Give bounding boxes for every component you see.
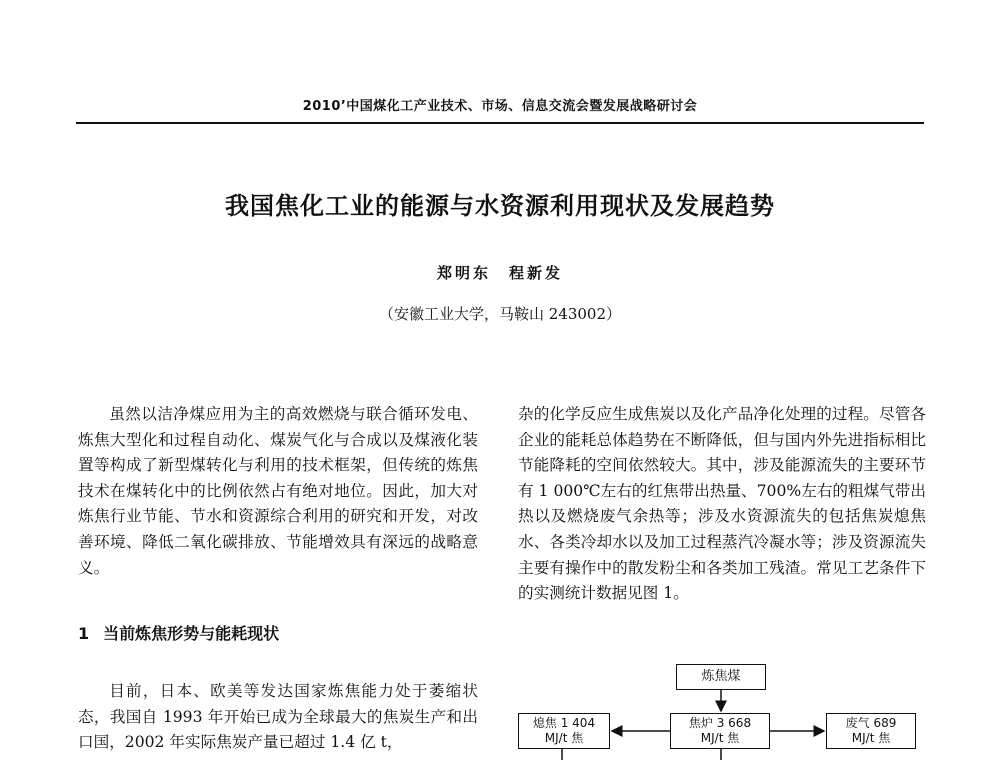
- left-column-section1: [78, 679, 478, 756]
- figure-box-coking-coal: [676, 664, 766, 690]
- paper-title: 我国焦化工业的能源与水资源利用现状及发展趋势: [225, 192, 775, 220]
- section-1-paragraph: 目前，日本、欧美等发达国家炼焦能力处于萎缩状态，我国自 1993 年开始已成为全球最大的焦炭生产和出口国，2002 年实际焦炭产量已超过 1.4 亿 t，: [78, 682, 478, 752]
- coke-oven-value: 焦炉 3 668: [688, 716, 752, 730]
- paper-affiliation: （安徽工业大学，马鞍山 243002）: [378, 305, 622, 323]
- left-column-intro: [78, 402, 478, 581]
- intro-paragraph: 虽然以洁净煤应用为主的高效燃烧与联合循环发电、炼焦大型化和过程自动化、煤炭气化与合成以及煤液化装置等构成了新型煤转化与利用的技术框架，但传统的炼焦技术在煤转化中的比例依然占有绝对地位。因此，加大对炼焦行业节能、节水和资源综合利用的研究和开发，对改善环境、降低二氧化碳排放、节能增效具有深远的战略意义。: [78, 405, 478, 577]
- figure-box-quenching: [518, 713, 610, 749]
- figure-box-waste-gas: [826, 713, 916, 749]
- figure-box-coke-oven: [670, 713, 770, 749]
- right-column: [518, 402, 926, 607]
- section-1-heading: [78, 621, 279, 644]
- section-1-number: 1: [78, 624, 90, 643]
- right-column-paragraph: 杂的化学反应生成焦炭以及化产品净化处理的过程。尽管各企业的能耗总体趋势在不断降低，但与国内外先进指标相比节能降耗的空间依然较大。其中，涉及能源流失的主要环节有 1 000℃左右的红焦带出热量、700%左右的粗煤气带出热以及燃烧废气余热等；涉及水资源流失的包括焦炭熄焦水、各类冷却水以及加工过程蒸汽冷凝水等；涉及资源流失主要有操作中的散发粉尘和各类加工残渣。常见工艺条件下的实测统计数据见图 1。: [518, 405, 926, 603]
- header-rule: [76, 122, 924, 124]
- running-header: 2010’中国煤化工产业技术、市场、信息交流会暨发展战略研讨会: [302, 99, 698, 114]
- coke-oven-unit: MJ/t 焦: [700, 731, 740, 745]
- waste-gas-unit: MJ/t 焦: [851, 731, 891, 745]
- section-1-title: 当前炼焦形势与能耗现状: [103, 624, 280, 643]
- paper-authors: 郑明东 程新发: [436, 264, 563, 282]
- waste-gas-value: 废气 689: [845, 716, 897, 730]
- quenching-value: 熄焦 1 404: [532, 716, 596, 730]
- coking-coal-label: 炼焦煤: [701, 669, 741, 684]
- quenching-unit: MJ/t 焦: [544, 731, 584, 745]
